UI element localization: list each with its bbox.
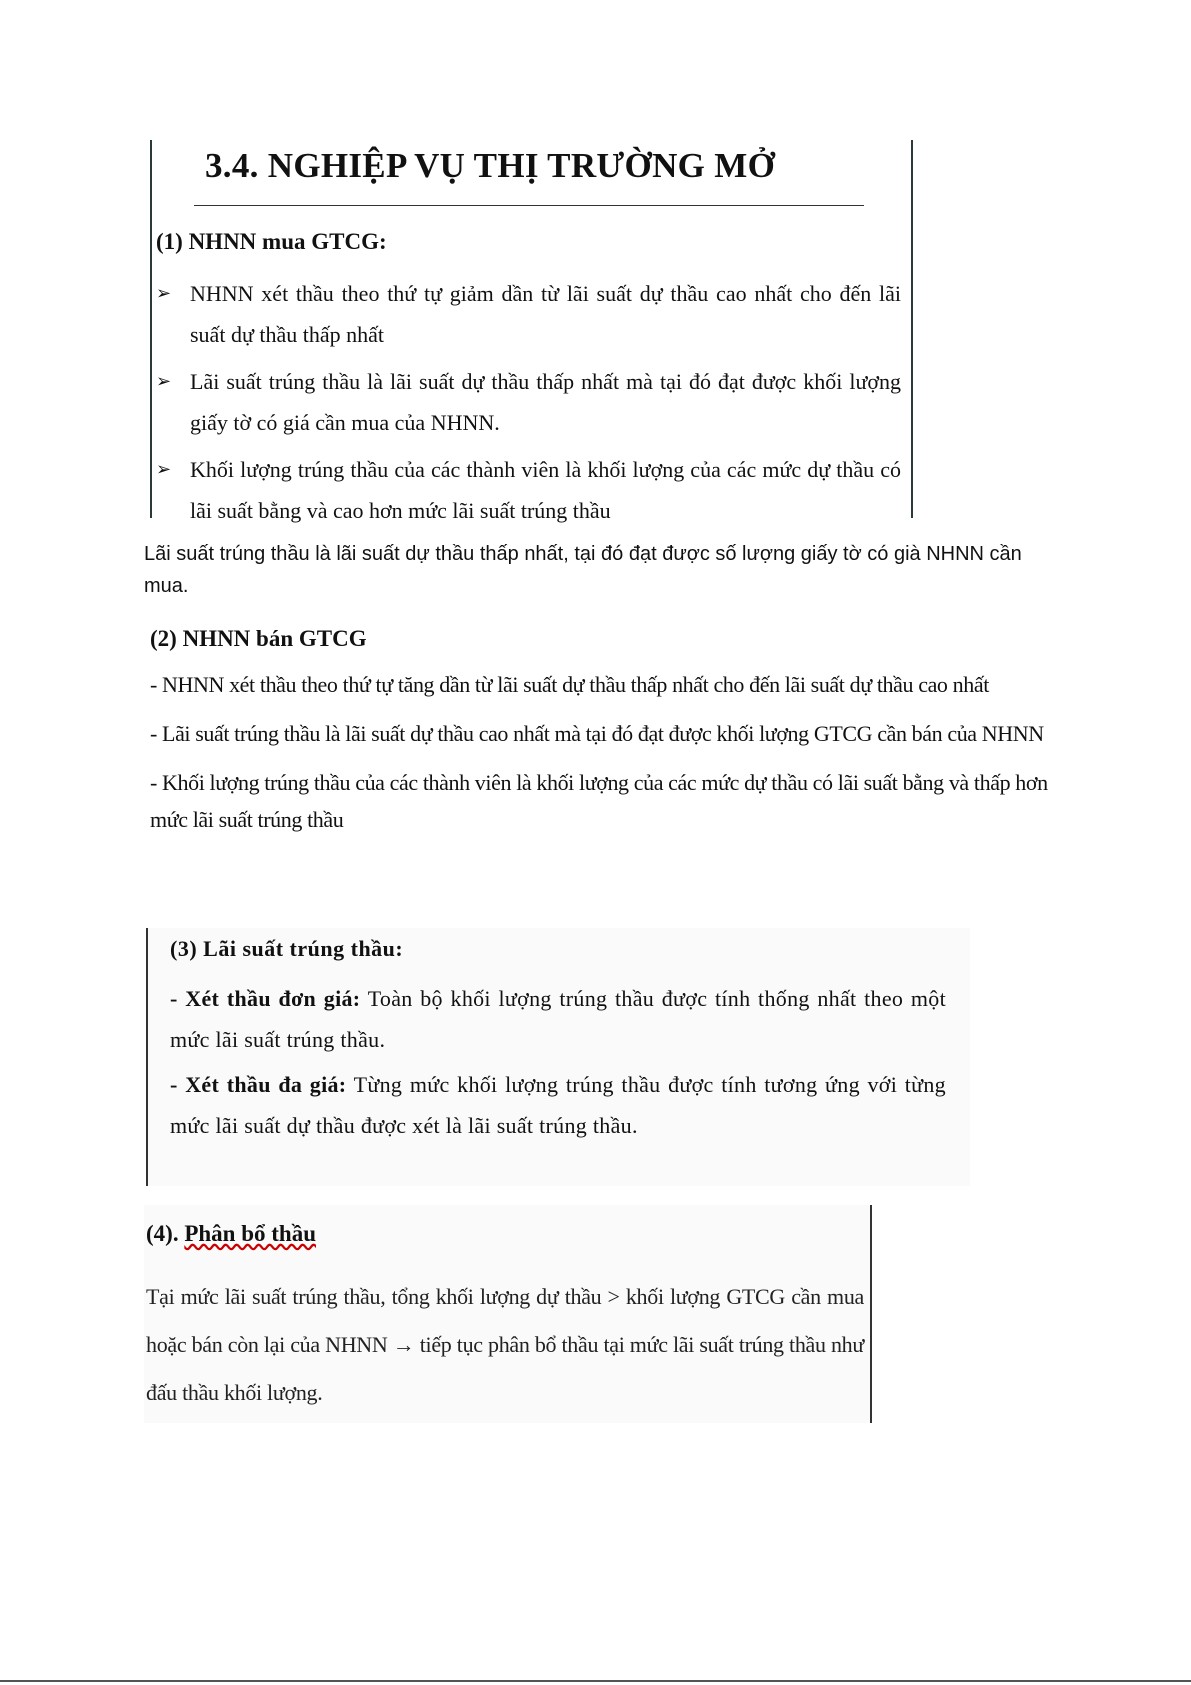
- left-border: [150, 140, 152, 518]
- term-label: - Xét thầu đơn giá:: [170, 986, 361, 1011]
- subsection-title: (2) NHNN bán GTCG: [150, 626, 367, 651]
- right-border: [870, 1205, 872, 1423]
- paragraph: [170, 1064, 946, 1146]
- title-prefix: (4).: [146, 1221, 185, 1246]
- list-item: [156, 361, 901, 443]
- paragraph: - Lãi suất trúng thầu là lãi suất dự thầu cao nhất mà tại đó đạt được khối lượng GTCG cần bán của NHNN: [150, 721, 1044, 746]
- paragraph: - NHNN xét thầu theo thứ tự tăng dần từ lãi suất dự thầu thấp nhất cho đến lãi suất dự thầu cao nhất: [150, 672, 989, 697]
- arrow-bullet-icon: ➢: [156, 283, 172, 304]
- section-winning-rate: [146, 928, 970, 1186]
- paragraph: [170, 978, 946, 1060]
- term-definition: Từng mức khối lượng trúng thầu được tính tương ứng với từng mức lãi suất dự thầu được xét là lãi suất trúng thầu.: [170, 1072, 946, 1138]
- subsection-title: (3) Lãi suất trúng thầu:: [170, 936, 404, 961]
- subsection-title: (1) NHNN mua GTCG:: [156, 229, 387, 254]
- right-border: [911, 140, 913, 518]
- body-paragraph: Lãi suất trúng thầu là lãi suất dự thầu thấp nhất, tại đó đạt được số lượng giấy tờ có già NHNN cần mua.: [144, 543, 1022, 597]
- paragraph: [146, 1273, 864, 1417]
- list-item-text: NHNN xét thầu theo thứ tự giảm dần từ lãi suất dự thầu cao nhất cho đến lãi suất dự thầu thấp nhất: [190, 281, 901, 347]
- term-definition: Toàn bộ khối lượng trúng thầu được tính thống nhất theo một mức lãi suất trúng thầu.: [170, 986, 946, 1052]
- page-title: 3.4. NGHIỆP VỤ THỊ TRƯỜNG MỞ: [205, 146, 776, 185]
- list-item-text: Lãi suất trúng thầu là lãi suất dự thầu thấp nhất mà tại đó đạt được khối lượng giấy tờ có giá cần mua của NHNN.: [190, 369, 901, 435]
- paragraph-part: tiếp tục phân bổ thầu tại mức lãi suất trúng thầu như đấu thầu khối lượng.: [146, 1332, 864, 1405]
- list-item-text: Khối lượng trúng thầu của các thành viên là khối lượng của các mức dự thầu có lãi suất bằng và cao hơn mức lãi suất trúng thầu: [190, 457, 901, 523]
- page-bottom-rule: [0, 1680, 1191, 1682]
- section-open-market-buy: [150, 140, 913, 523]
- title-main: Phân bổ thầu: [184, 1221, 316, 1246]
- term-label: - Xét thầu đa giá:: [170, 1072, 347, 1097]
- list-item: [156, 273, 901, 355]
- section-allocation: [144, 1205, 872, 1423]
- subsection-title: [146, 1221, 316, 1247]
- arrow-bullet-icon: ➢: [156, 459, 172, 480]
- paragraph: - Khối lượng trúng thầu của các thành viên là khối lượng của các mức dự thầu có lãi suất bằng và thấp hơn mức lãi suất trúng thầu: [150, 770, 1048, 832]
- left-border: [146, 928, 148, 1186]
- right-arrow-icon: →: [392, 1332, 415, 1357]
- list-item: [156, 449, 901, 531]
- section-open-market-sell: [150, 626, 1050, 850]
- paragraph-part: Tại mức lãi suất trúng thầu, tổng khối lượng dự thầu > khối lượng GTCG cần mua hoặc bán còn lại của NHNN: [146, 1284, 864, 1357]
- title-underline: [194, 205, 864, 206]
- arrow-bullet-icon: ➢: [156, 371, 172, 392]
